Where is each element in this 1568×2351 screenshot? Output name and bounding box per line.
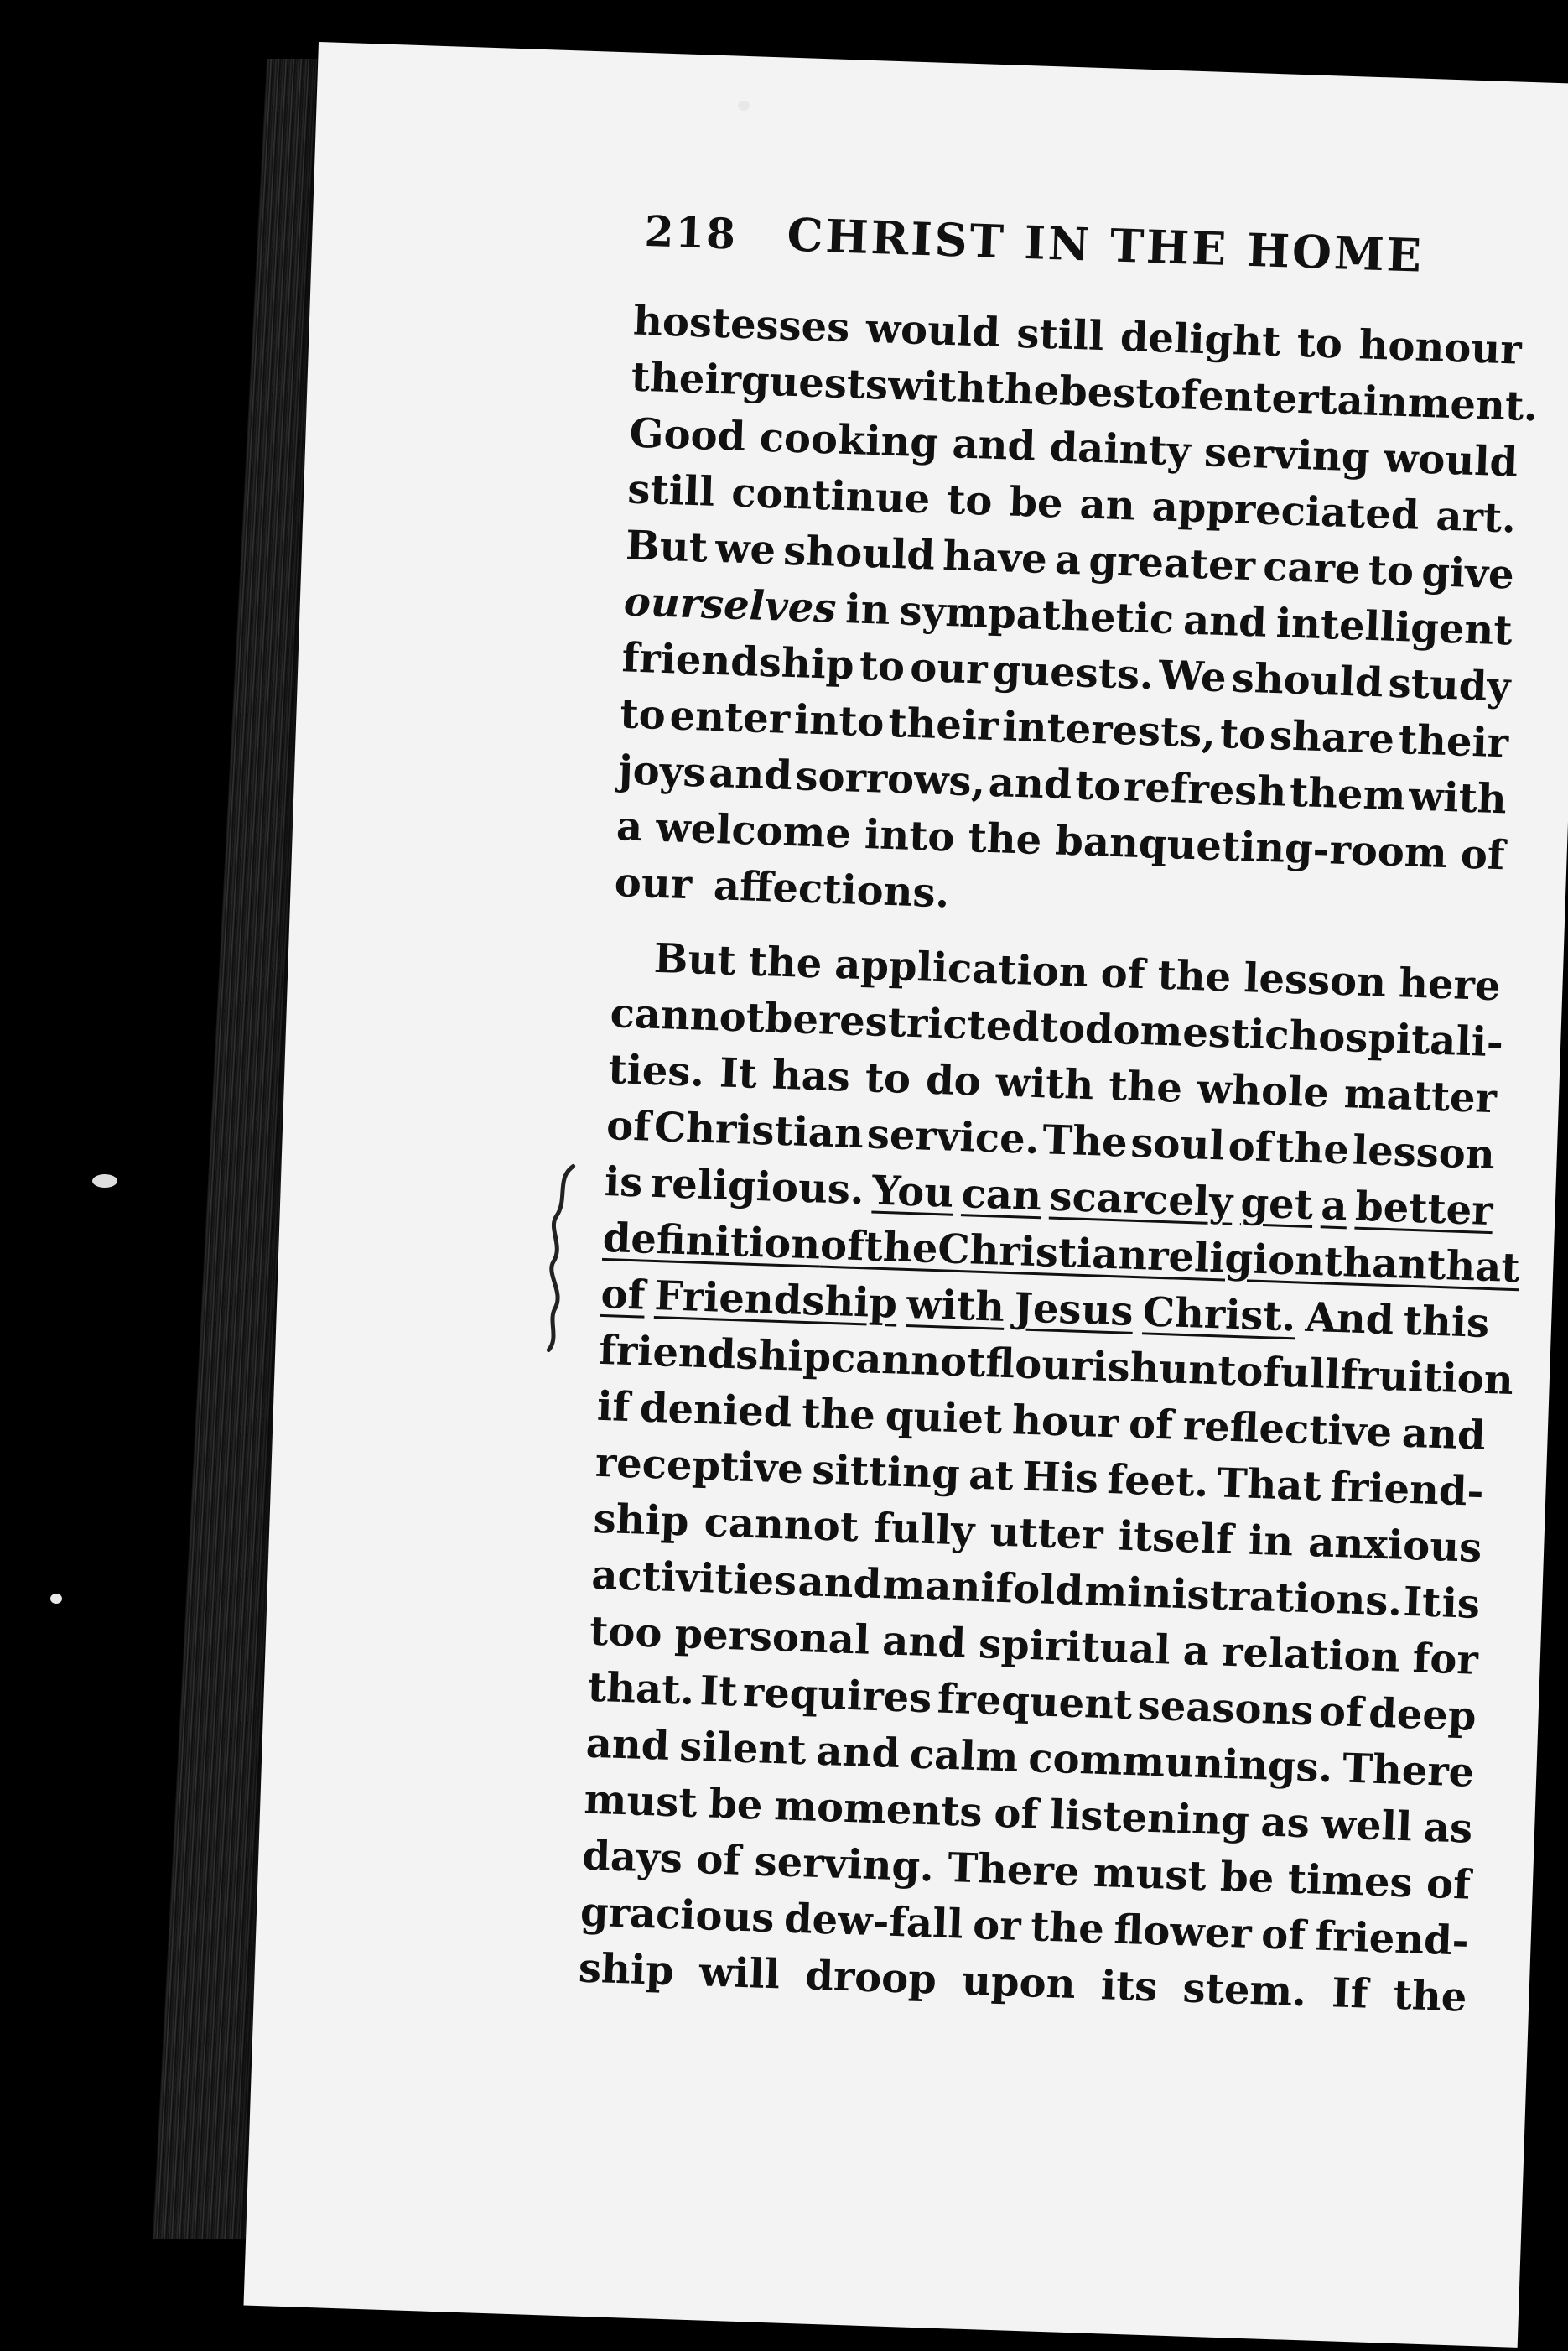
word: There [947,1844,1081,1896]
word: moments [773,1782,984,1837]
word: or [972,1901,1022,1950]
word: soul [1129,1119,1226,1170]
word: the [801,1389,876,1439]
word: to [1219,710,1267,759]
word: do [925,1056,982,1105]
word: care [1262,543,1362,594]
word: But [653,934,737,985]
word: matter [1342,1070,1498,1123]
word: We [1158,652,1228,702]
word: the [984,365,1061,415]
word: hospitali- [1288,1012,1504,1067]
word: a [1054,536,1083,585]
word: restricted [818,996,1041,1052]
word: Christian [937,1225,1149,1280]
word: a [1181,1627,1210,1676]
word: them [1289,768,1407,820]
word: manifold [881,1561,1084,1615]
word: calm [909,1730,1020,1781]
word: that [1426,1241,1521,1293]
word: fully [873,1504,976,1555]
word: cooking [758,414,939,467]
word: their [630,353,742,404]
word: friend- [1314,1912,1470,1965]
word: and [951,420,1037,471]
word: too [589,1607,663,1657]
word: for [1411,1635,1479,1684]
word: quiet [884,1392,1004,1443]
word: It [1402,1578,1442,1627]
word: continue [730,469,932,523]
word: should [1230,654,1384,707]
dust-speck [738,101,750,111]
word: scarcely [1048,1173,1233,1226]
word: feet. [1106,1456,1210,1507]
word: to [946,476,994,525]
word: application [833,940,1089,996]
word: the [1275,1124,1350,1174]
dust-speck [50,1594,62,1604]
word: be [1219,1853,1275,1902]
word: personal [673,1610,871,1664]
word: banqueting-room [1054,817,1448,878]
word: our [613,859,693,909]
word: unto [1158,1345,1264,1397]
word: this [1402,1297,1490,1348]
page-content [284,193,1559,2027]
word: cannot [609,990,766,1043]
word: friendship [598,1326,833,1382]
word: ourselves [623,578,838,632]
word: the [1156,951,1233,1001]
word: their [1398,716,1509,767]
word: joys [617,746,707,797]
word: of [993,1789,1040,1839]
word: If [1331,1969,1369,2018]
word: of [1459,830,1506,880]
word: the [1392,1971,1468,2021]
word: His [1021,1453,1099,1503]
word: well [1320,1800,1413,1851]
word: relation [1221,1628,1401,1682]
word: art. [1435,492,1517,543]
word: affections. [713,862,951,918]
word: entertainment. [1197,372,1539,431]
word: whole [1196,1065,1330,1117]
word: can [960,1170,1042,1220]
word: stem. [1181,1964,1307,2016]
word: itself [1117,1512,1234,1564]
word: But [625,522,709,572]
word: the [1030,1903,1105,1953]
word: must [1092,1849,1207,1901]
word: the [1108,1062,1183,1112]
word: of [600,1270,646,1319]
word: still [626,466,716,516]
word: religion [1146,1232,1326,1286]
word: sorrows, [794,752,987,806]
word: if [596,1382,631,1432]
word: of [1128,1400,1174,1449]
word: to [858,642,906,691]
word: droop [804,1952,937,2004]
word: lesson [1352,1126,1496,1179]
word: hostesses [632,297,851,352]
word: greater [1088,537,1256,590]
word: delight [1119,313,1282,367]
word: interests, [1001,703,1217,757]
word: our [909,643,989,694]
word: Good [628,409,747,461]
word: ties. [607,1046,706,1096]
word: study [1387,659,1512,711]
word: their [887,699,999,751]
word: give [1420,548,1515,599]
word: still [1015,309,1105,361]
word: has [771,1051,851,1101]
word: friend- [1329,1463,1485,1516]
word: You [871,1167,955,1217]
word: have [942,532,1048,584]
word: must [583,1776,698,1828]
word: welcome [655,804,852,858]
word: communings. [1027,1735,1334,1792]
word: full [1262,1349,1342,1399]
word: spiritual [978,1620,1171,1674]
word: the [747,938,823,988]
word: sitting [811,1446,961,1499]
word: gracious [579,1888,776,1943]
word: It [719,1049,758,1098]
word: share [1269,711,1395,763]
word: as [1259,1798,1311,1848]
word: in [844,585,891,634]
word: requires [742,1668,933,1723]
word: as [1422,1803,1473,1853]
page-number: 218 [643,205,738,259]
word: dew-fall [783,1895,964,1948]
word: Christian [653,1103,864,1158]
word: an [1078,481,1136,530]
word: receptive [594,1438,804,1493]
word: its [1099,1962,1159,2011]
dust-speck [92,1174,117,1188]
word: and [988,758,1073,809]
word: into [793,696,885,746]
word: the [967,814,1043,865]
word: lesson [1243,954,1387,1006]
word: get [1239,1179,1314,1229]
word: and [815,1727,901,1777]
word: religious. [650,1159,865,1215]
word: and [797,1558,883,1609]
word: denied [639,1384,793,1437]
word: be [708,1780,764,1829]
word: than [1323,1238,1429,1289]
word: to [619,690,667,740]
word: and [1182,596,1268,647]
word: honour [1358,321,1523,374]
word: a [615,803,644,851]
word: intelligent [1275,600,1513,655]
word: times [1286,1855,1414,1907]
word: and [708,749,793,800]
word: that. [587,1663,696,1714]
word: with [906,1281,1005,1331]
word: of [1153,371,1200,419]
word: in [1248,1516,1295,1566]
word: dainty [1048,424,1192,476]
word: ship [592,1495,690,1546]
word: cannot [830,1334,987,1387]
word: to [1295,319,1343,368]
word: to [1074,762,1122,811]
word: days [581,1832,683,1883]
word: There [1342,1745,1476,1797]
word: of [1099,949,1146,999]
word: and [584,1719,671,1770]
word: of [605,1102,652,1151]
word: activities [590,1551,798,1605]
word: would [1383,434,1519,486]
word: seasons [1136,1682,1315,1735]
word: at [968,1451,1015,1501]
word: of [1260,1911,1306,1960]
word: should [782,527,936,580]
word: listening [1049,1791,1250,1845]
word: is [604,1157,644,1207]
word: deep [1368,1689,1477,1740]
word: anxious [1307,1519,1483,1572]
word: It [698,1667,739,1716]
word: flourish [984,1339,1160,1392]
word: of [819,1221,865,1271]
word: ministrations. [1083,1568,1404,1625]
word: enter [668,692,792,743]
word: be [764,995,819,1044]
word: into [864,811,956,861]
word: and [881,1617,967,1667]
word: silent [678,1723,807,1775]
word: And [1304,1293,1395,1345]
word: here [1398,960,1502,1011]
word: guests [740,356,890,409]
word: with [1408,772,1508,824]
word: appreciated [1150,483,1420,539]
word: upon [961,1957,1077,2009]
word: serving [1203,429,1371,481]
word: of [1227,1122,1274,1172]
word: cannot [703,1499,859,1552]
word: to [1367,546,1415,596]
word: utter [989,1508,1104,1559]
word: definition [601,1214,822,1269]
word: would [864,304,1001,357]
word: is [1441,1579,1481,1628]
word: we [714,524,776,575]
word: to [1039,1004,1087,1053]
word: The [1041,1116,1129,1167]
word: with [994,1058,1095,1110]
margin-bracket-mark [542,1161,582,1355]
word: guests. [991,646,1155,700]
word: of [1425,1859,1472,1909]
word: Friendship [653,1272,898,1328]
word: with [887,361,987,413]
word: and [1401,1409,1487,1459]
word: domestic [1084,1005,1290,1059]
word: Jesus [1013,1284,1134,1335]
word: the [863,1223,939,1273]
body-text [578,294,1539,2026]
word: fruition [1339,1351,1514,1405]
word: ship [578,1944,675,1995]
word: Christ. [1141,1288,1297,1341]
word: That [1216,1459,1322,1511]
word: refresh [1123,763,1288,816]
word: serving. [753,1838,935,1891]
word: hour [1011,1397,1120,1448]
word: service. [866,1110,1041,1164]
word: sympathetic [898,587,1176,644]
word: best [1058,367,1155,419]
word: flower [1113,1906,1253,1958]
word: of [695,1836,742,1885]
word: reflective [1181,1402,1393,1457]
word: to [864,1054,911,1103]
word: will [698,1948,781,1999]
word: frequent [936,1675,1134,1729]
word: be [1008,478,1064,528]
word: a [1320,1182,1348,1230]
word: friendship [620,634,855,689]
word: of [1318,1688,1364,1737]
running-title: CHRIST IN THE HOME [786,207,1425,283]
word: better [1354,1183,1494,1235]
